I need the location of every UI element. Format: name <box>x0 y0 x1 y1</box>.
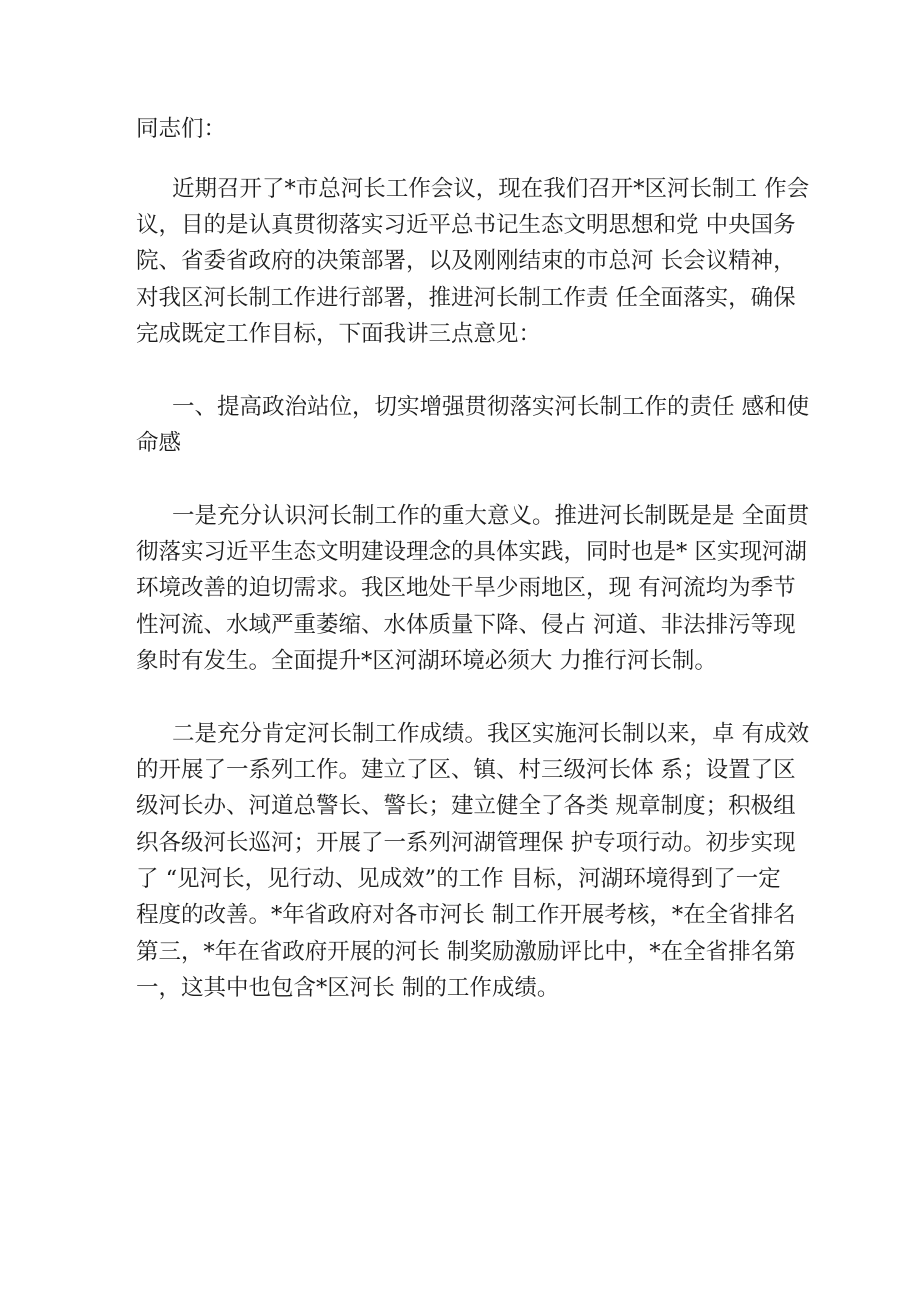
paragraph-line: 彻落实习近平生态文明建设理念的具体实践，同时也是* 区实现河湖 <box>136 539 807 565</box>
paragraph-line: 一，这其中也包含*区河长 制的工作成绩。 <box>136 975 560 1001</box>
paragraph-line: 一是充分认识河长制工作的重大意义。推进河长制既是是 全面贯 <box>172 503 810 529</box>
paragraph-line: 第三，*年在省政府开展的河长 制奖励激励评比中，*在全省排名第 <box>136 939 796 965</box>
paragraph-line: 了 “见河长，见行动、见成效”的工作 目标，河湖环境得到了一定 <box>136 866 781 892</box>
section-heading-line: 命感 <box>136 430 182 456</box>
paragraph-line: 院、省委省政府的决策部署，以及刚刚结束的市总河 长会议精神， <box>136 248 796 274</box>
paragraph-line: 议，目的是认真贯彻落实习近平总书记生态文明思想和党 中央国务 <box>136 212 796 238</box>
paragraph-line: 对我区河长制工作进行部署，推进河长制工作责 任全面落实，确保 <box>136 285 796 311</box>
paragraph-line: 织各级河长巡河；开展了一系列河湖管理保 护专项行动。初步实现 <box>136 830 796 856</box>
paragraph-line: 环境改善的迫切需求。我区地处干旱少雨地区，现 有河流均为季节 <box>136 575 796 601</box>
paragraph-line: 级河长办、河道总警长、警长；建立健全了各类 规章制度；积极组 <box>136 793 796 819</box>
section-heading-line: 一、提高政治站位，切实增强贯彻落实河长制工作的责任 感和使 <box>172 394 810 420</box>
paragraph-line: 程度的改善。*年省政府对各市河长 制工作开展考核，*在全省排名 <box>136 902 796 928</box>
salutation: 同志们： <box>136 116 227 142</box>
paragraph-line: 性河流、水域严重萎缩、水体质量下降、侵占 河道、非法排污等现 <box>136 612 796 638</box>
paragraph-line: 完成既定工作目标，下面我讲三点意见： <box>136 321 542 347</box>
paragraph-line: 的开展了一系列工作。建立了区、镇、村三级河长体 系；设置了区 <box>136 757 796 783</box>
paragraph-line: 象时有发生。全面提升*区河湖环境必须大 力推行河长制。 <box>136 648 717 674</box>
paragraph-line: 二是充分肯定河长制工作成绩。我区实施河长制以来，卓 有成效 <box>172 721 810 747</box>
paragraph-line: 近期召开了*市总河长工作会议，现在我们召开*区河长制工 作会 <box>172 176 810 202</box>
